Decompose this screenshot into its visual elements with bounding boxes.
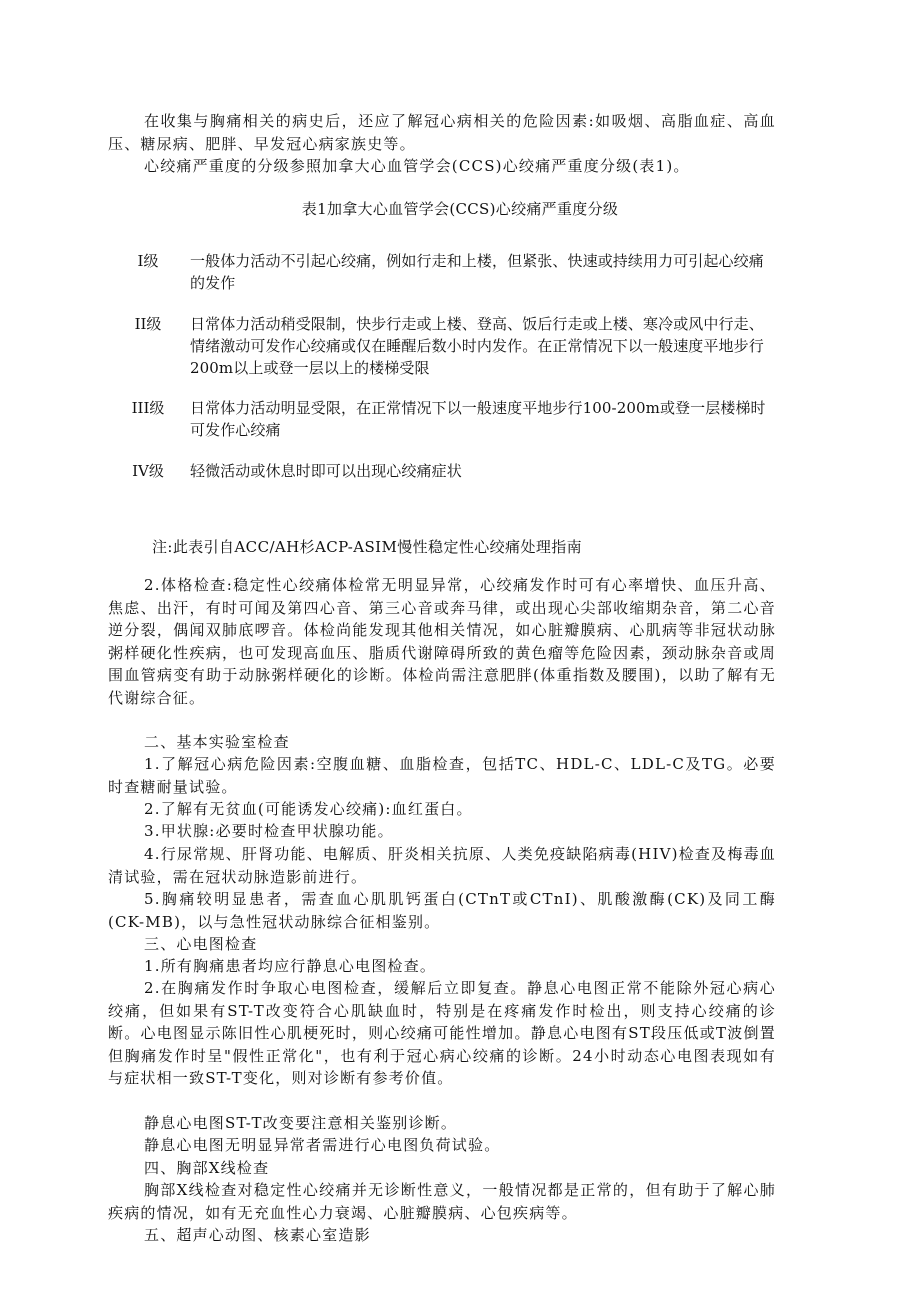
- section-heading-echo: 五、超声心动图、核素心室造影: [144, 1226, 371, 1244]
- paragraph-lab-3: 3.甲状腺:必要时检查甲状腺功能。: [144, 822, 394, 840]
- paragraph-ecg-1: 1.所有胸痛患者均应行静息心电图检查。: [144, 957, 437, 975]
- table-caption: 表1加拿大心血管学会(CCS)心绞痛严重度分级: [301, 200, 619, 218]
- grade-level: II级: [134, 315, 162, 333]
- grade-level: IV级: [132, 462, 164, 480]
- paragraph-physical-exam: 2.体格检查:稳定性心绞痛体检常无明显异常，心绞痛发作时可有心率增快、血压升高、焦虑、出汗，有时可闻及第四心音、第三心音或奔马律，或出现心尖部收缩期杂音，第二心音逆分裂，偶闻双肺底啰音。体检尚能发现其他相关情况，如心脏瓣膜病、心肌病等非冠状动脉粥样硬化性疾病，也可发现高血压、脂质代谢障碍所致的黄色瘤等危险因素，颈动脉杂音或周围血管病变有助于动脉粥样硬化的诊断。体检尚需注意肥胖(体重指数及腰围)，以助了解有无代谢综合征。: [108, 576, 776, 707]
- paragraph-risk-factors: 在收集与胸痛相关的病史后，还应了解冠心病相关的危险因素:如吸烟、高脂血症、高血压、糖尿病、肥胖、早发冠心病家族史等。: [108, 112, 776, 153]
- paragraph-ecg-4: 静息心电图无明显异常者需进行心电图负荷试验。: [144, 1136, 501, 1154]
- paragraph-lab-4: 4.行尿常规、肝肾功能、电解质、肝炎相关抗原、人类免疫缺陷病毒(HIV)检查及梅毒血清试验，需在冠状动脉造影前进行。: [108, 845, 776, 886]
- grade-description: 日常体力活动明显受限，在正常情况下以一般速度平地步行100-200m或登一层楼梯时可发作心绞痛: [190, 399, 766, 439]
- grade-description: 轻微活动或休息时即可以出现心绞痛症状: [190, 462, 462, 480]
- paragraph-lab-1: 1.了解冠心病危险因素:空腹血糖、血脂检查，包括TC、HDL-C、LDL-C及TG。必要时查糖耐量试验。: [108, 755, 776, 796]
- table-note: 注:此表引自ACC/AH杉ACP-ASIM慢性稳定性心绞痛处理指南: [152, 538, 583, 556]
- section-heading-xray: 四、胸部X线检查: [144, 1159, 270, 1177]
- section-heading-ecg: 三、心电图检查: [144, 935, 258, 953]
- grade-description: 一般体力活动不引起心绞痛，例如行走和上楼，但紧张、快速或持续用力可引起心绞痛的发作: [190, 252, 764, 292]
- grade-description: 日常体力活动稍受限制，快步行走或上楼、登高、饭后行走或上楼、寒冷或风中行走、情绪激动可发作心绞痛或仅在睡醒后数小时内发作。在正常情况下以一般速度平地步行200m以上或登一层以上的楼梯受限: [190, 315, 764, 377]
- paragraph-ccs-reference: 心绞痛严重度的分级参照加拿大心血管学会(CCS)心绞痛严重度分级(表1)。: [144, 157, 690, 175]
- paragraph-lab-5: 5.胸痛较明显患者，需查血心肌肌钙蛋白(CTnT或CTnI)、肌酸激酶(CK)及同工酶(CK-MB)，以与急性冠状动脉综合征相鉴别。: [108, 890, 776, 931]
- grade-level: III级: [131, 399, 165, 417]
- paragraph-ecg-3: 静息心电图ST-T改变要注意相关鉴别诊断。: [144, 1114, 458, 1132]
- section-heading-lab: 二、基本实验室检查: [144, 733, 290, 751]
- paragraph-ecg-2: 2.在胸痛发作时争取心电图检查，缓解后立即复查。静息心电图正常不能除外冠心病心绞痛，但如果有ST-T改变符合心肌缺血时，特别是在疼痛发作时检出，则支持心绞痛的诊断。心电图显示陈旧性心肌梗死时，则心绞痛可能性增加。静息心电图有ST段压低或T波倒置但胸痛发作时呈"假性正常化"，也有利于冠心病心绞痛的诊断。24小时动态心电图表现如有与症状相一致ST-T变化，则对诊断有参考价值。: [108, 979, 776, 1087]
- paragraph-lab-2: 2.了解有无贫血(可能诱发心绞痛):血红蛋白。: [144, 800, 473, 818]
- grade-level: I级: [137, 252, 159, 270]
- paragraph-xray: 胸部X线检查对稳定性心绞痛并无诊断性意义，一般情况都是正常的，但有助于了解心肺疾病的情况，如有无充血性心力衰竭、心脏瓣膜病、心包疾病等。: [108, 1181, 776, 1222]
